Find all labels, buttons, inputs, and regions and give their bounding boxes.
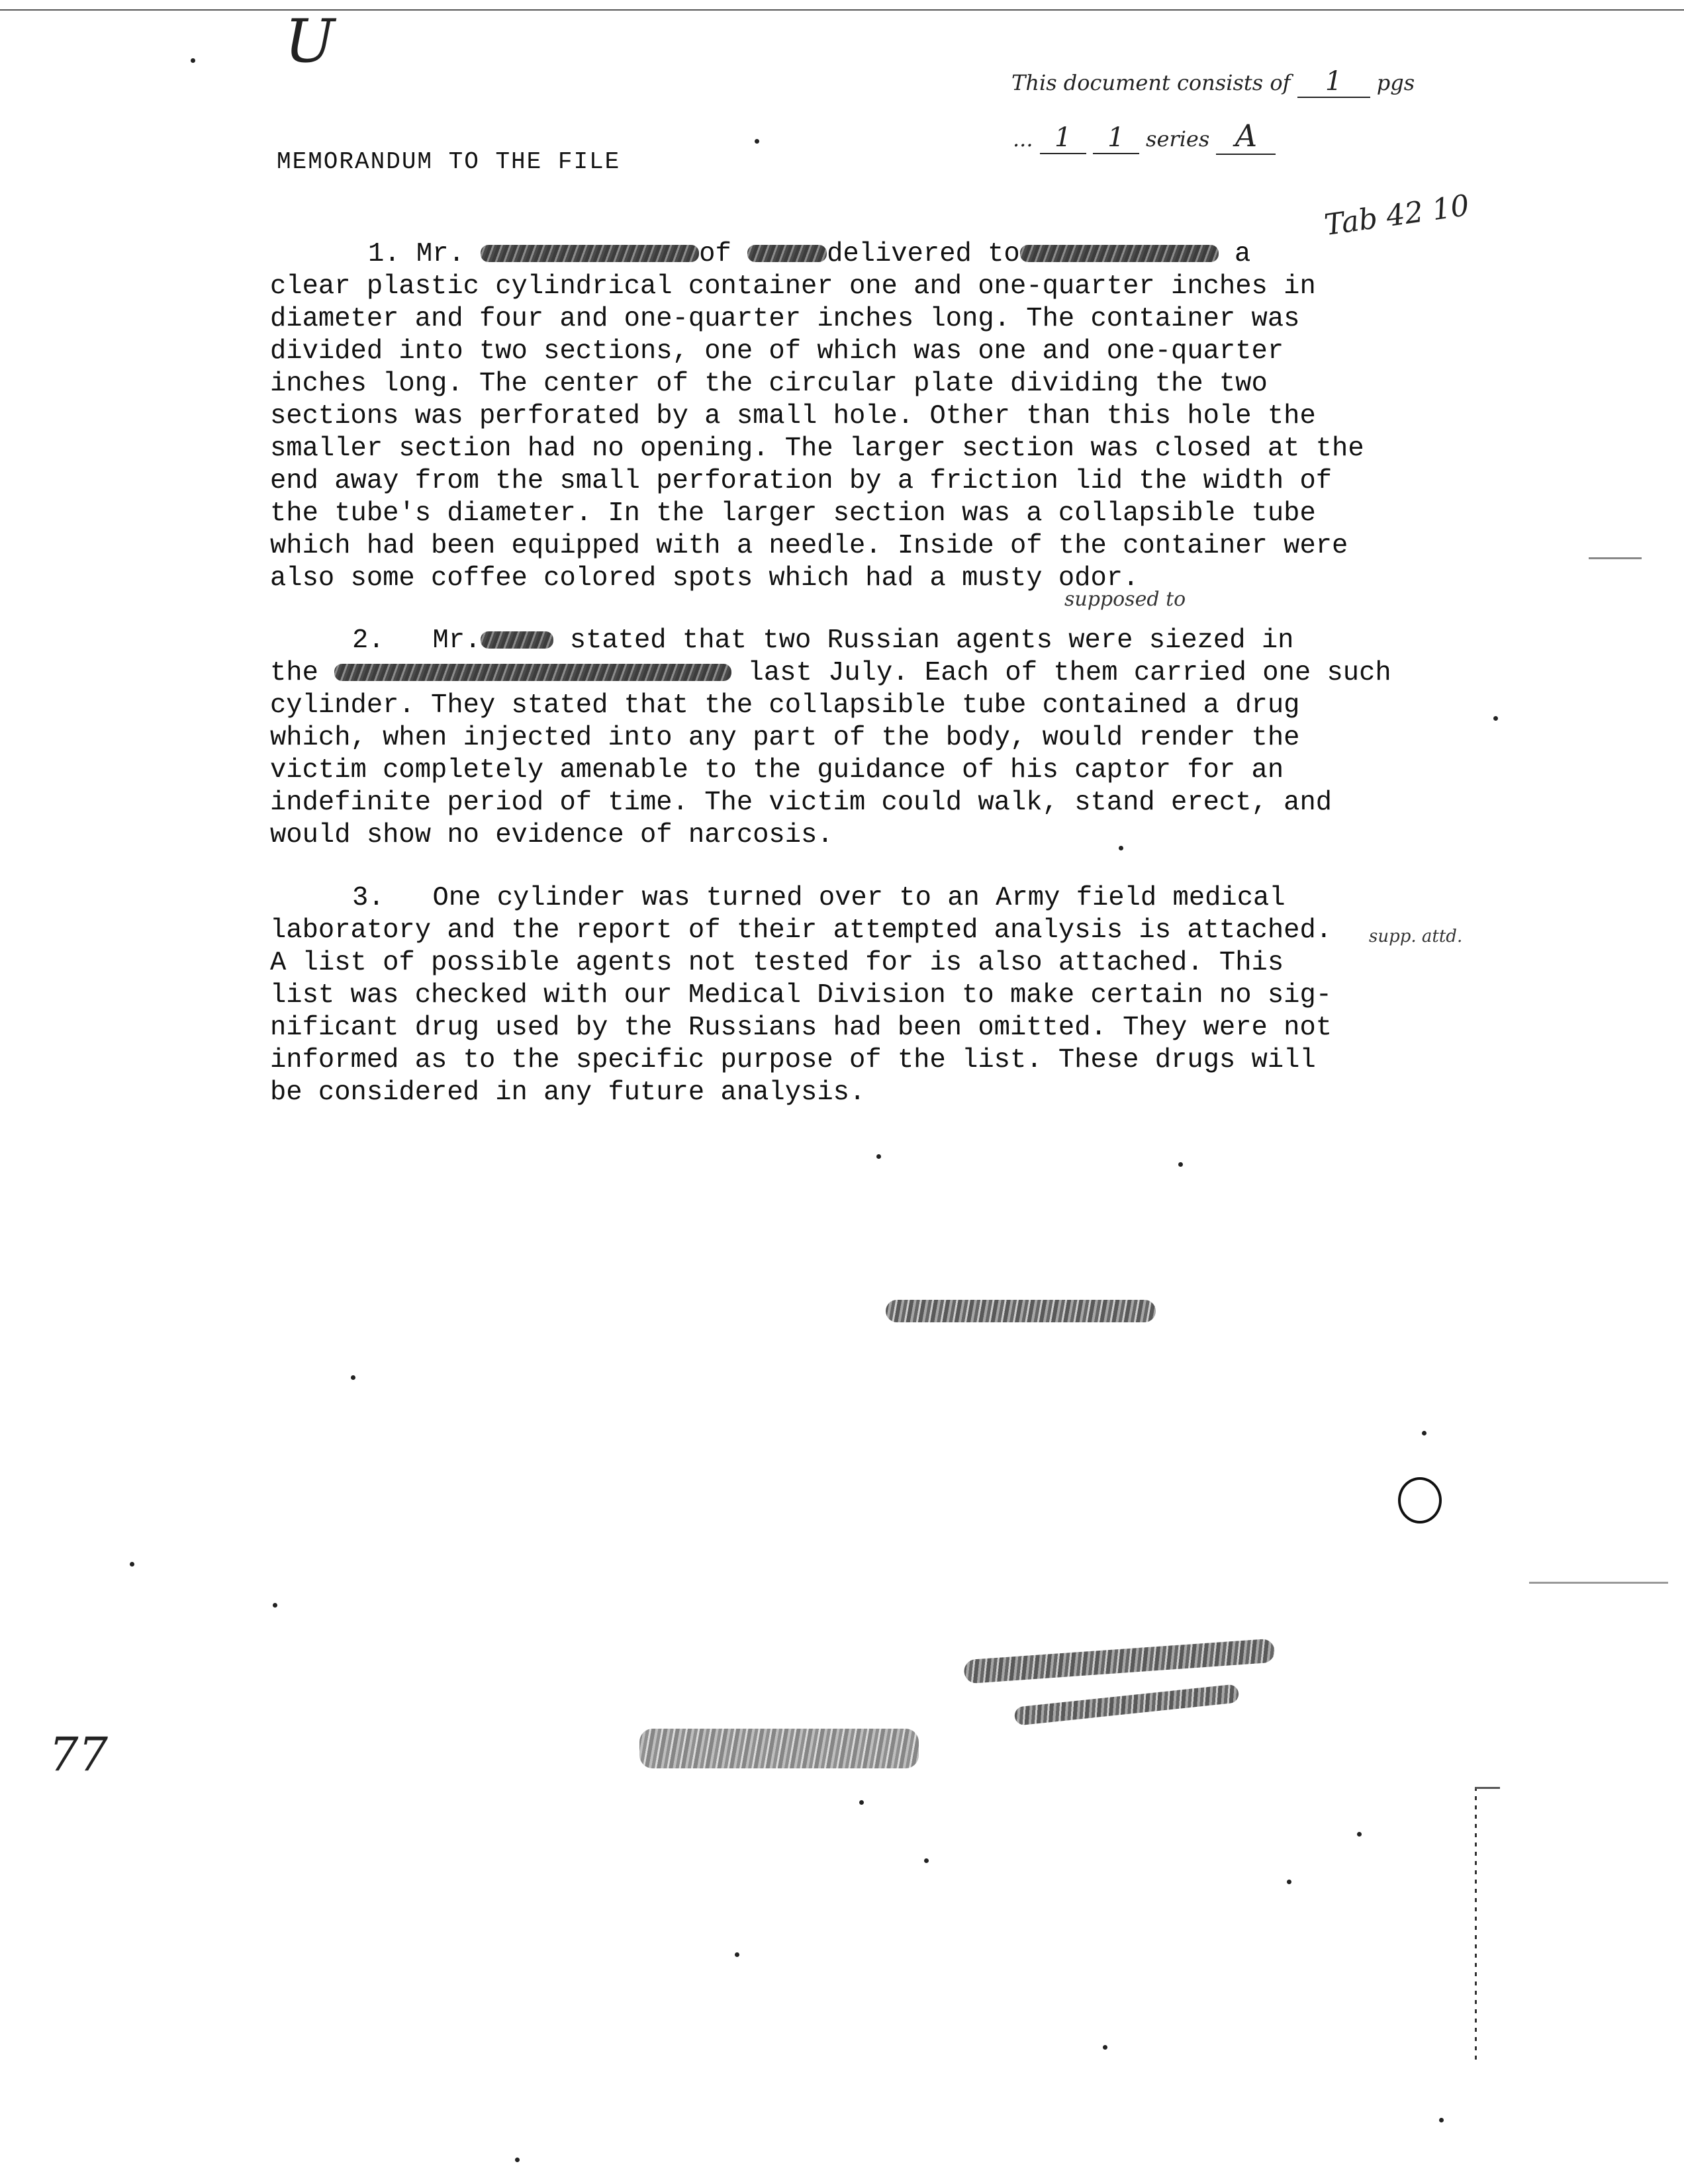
redaction-org — [747, 245, 827, 262]
paragraph-line: which, when injected into any part of the body, would render the — [270, 723, 1300, 753]
control-pages-value: 1 — [1297, 66, 1370, 98]
paragraph-line: diameter and four and one-quarter inches long. The container was — [270, 304, 1300, 334]
handwritten-note-top-right: Tab 42 10 — [1322, 188, 1472, 243]
margin-dash — [1529, 1582, 1668, 1584]
paragraph-line: also some coffee colored spots which had a musty odor. — [270, 563, 1139, 594]
scan-speck — [515, 2158, 520, 2162]
redaction-recipient — [1020, 245, 1219, 262]
paragraph-line: clear plastic cylindrical container one and one-quarter inches in — [270, 271, 1316, 302]
paragraph-line: laboratory and the report of their attempted analysis is attached. — [270, 915, 1333, 946]
redaction-name — [481, 245, 699, 262]
paragraph-line: smaller section had no opening. The larger section was closed at the — [270, 433, 1364, 464]
handwritten-note-paragraph-3: supp. attd. — [1369, 927, 1463, 946]
scan-speck — [1493, 716, 1498, 721]
paragraph-text: Mr. — [432, 625, 481, 656]
paragraph-line: would show no evidence of narcosis. — [270, 820, 833, 850]
scan-speck — [1103, 2045, 1107, 2050]
paragraph-text: One cylinder was turned over to an Army field medical — [432, 883, 1286, 913]
paragraph-line: end away from the small perforation by a friction lid the width of — [270, 466, 1333, 496]
document-control-line-2 — [1013, 118, 1276, 155]
paragraph-text: of — [699, 239, 731, 269]
redaction-name — [481, 631, 553, 649]
paragraph-line: the tube's diameter. In the larger section was a collapsible tube — [270, 498, 1316, 529]
scan-speck — [859, 1800, 864, 1805]
paragraph-number: 3. — [352, 883, 385, 913]
control-series-label: series — [1146, 126, 1210, 152]
paragraph-text: stated that two Russian agents were siezed in — [569, 625, 1294, 656]
scan-speck — [1178, 1162, 1183, 1167]
redaction-smear — [963, 1639, 1275, 1684]
control-dots: ... — [1013, 126, 1033, 152]
control-series-value: A — [1216, 118, 1276, 155]
paragraph-line: inches long. The center of the circular plate dividing the two — [270, 369, 1268, 399]
control-copy-a: 1 — [1040, 122, 1086, 154]
paragraph-line: list was checked with our Medical Division to make certain no sig- — [270, 980, 1333, 1011]
paragraph-line: be considered in any future analysis. — [270, 1077, 866, 1108]
paragraph-2 — [270, 625, 1448, 852]
paragraph-line: which had been equipped with a needle. Inside of the container were — [270, 531, 1348, 561]
paragraph-line: sections was perforated by a small hole. Other than this hole the — [270, 401, 1316, 432]
scan-speck — [1287, 1880, 1291, 1884]
redaction-smear — [639, 1729, 919, 1768]
paragraph-line — [270, 238, 1448, 271]
paragraph-number: 1. — [368, 239, 400, 269]
redaction-smear — [886, 1300, 1156, 1322]
paragraph-line: indefinite period of time. The victim could walk, stand erect, and — [270, 788, 1333, 818]
paragraph-line — [270, 625, 1448, 657]
paragraph-line: A list of possible agents not tested for is also attached. This — [270, 948, 1284, 978]
paragraph-3 — [270, 882, 1448, 1109]
paragraph-line: victim completely amenable to the guidance of his captor for an — [270, 755, 1284, 786]
paragraph-line: cylinder. They stated that the collapsible tube contained a drug — [270, 690, 1300, 721]
paragraph-text: a — [1235, 239, 1251, 269]
control-prefix: This document consists of — [1011, 70, 1291, 95]
margin-dash — [1589, 557, 1642, 559]
circle-mark — [1398, 1477, 1442, 1524]
paragraph-text: the — [270, 658, 318, 688]
handwritten-page-number: 77 — [49, 1727, 109, 1782]
paragraph-text: delivered to — [827, 239, 1020, 269]
scan-speck — [351, 1375, 355, 1380]
paragraph-line: informed as to the specific purpose of the list. These drugs will — [270, 1045, 1316, 1075]
paragraph-line — [270, 882, 1448, 915]
paragraph-1 — [270, 238, 1448, 595]
scan-speck — [1422, 1431, 1427, 1435]
scan-speck — [876, 1154, 881, 1159]
redaction-location — [334, 664, 731, 681]
paragraph-number: 2. — [352, 625, 385, 656]
scan-speck — [191, 58, 195, 63]
control-copy-b: 1 — [1093, 122, 1139, 154]
scan-speck — [1119, 846, 1123, 850]
scan-speck — [1439, 2118, 1444, 2122]
paragraph-text: Mr. — [416, 239, 465, 269]
handwritten-note-paragraph-2: supposed to — [1064, 588, 1186, 611]
paragraph-text: last July. Each of them carried one such — [747, 658, 1391, 688]
scan-speck — [273, 1603, 277, 1608]
margin-dash — [1475, 1787, 1500, 1789]
redaction-smear — [1013, 1684, 1239, 1725]
control-suffix: pgs — [1376, 70, 1415, 95]
scan-speck — [1357, 1832, 1362, 1837]
paragraph-line: divided into two sections, one of which was one and one-quarter — [270, 336, 1284, 367]
scan-speck — [924, 1858, 929, 1863]
scan-speck — [130, 1562, 134, 1567]
scan-speck — [755, 139, 759, 144]
paragraph-line: nificant drug used by the Russians had been omitted. They were not — [270, 1013, 1333, 1043]
document-control-line-1 — [1011, 66, 1415, 98]
memo-title: MEMORANDUM TO THE FILE — [277, 148, 621, 175]
scan-speck — [735, 1952, 739, 1957]
paragraph-line — [270, 657, 1448, 690]
margin-dotted-line — [1475, 1787, 1477, 2065]
scan-edge-line — [0, 9, 1684, 11]
handwritten-mark-top-left: U — [285, 7, 335, 76]
